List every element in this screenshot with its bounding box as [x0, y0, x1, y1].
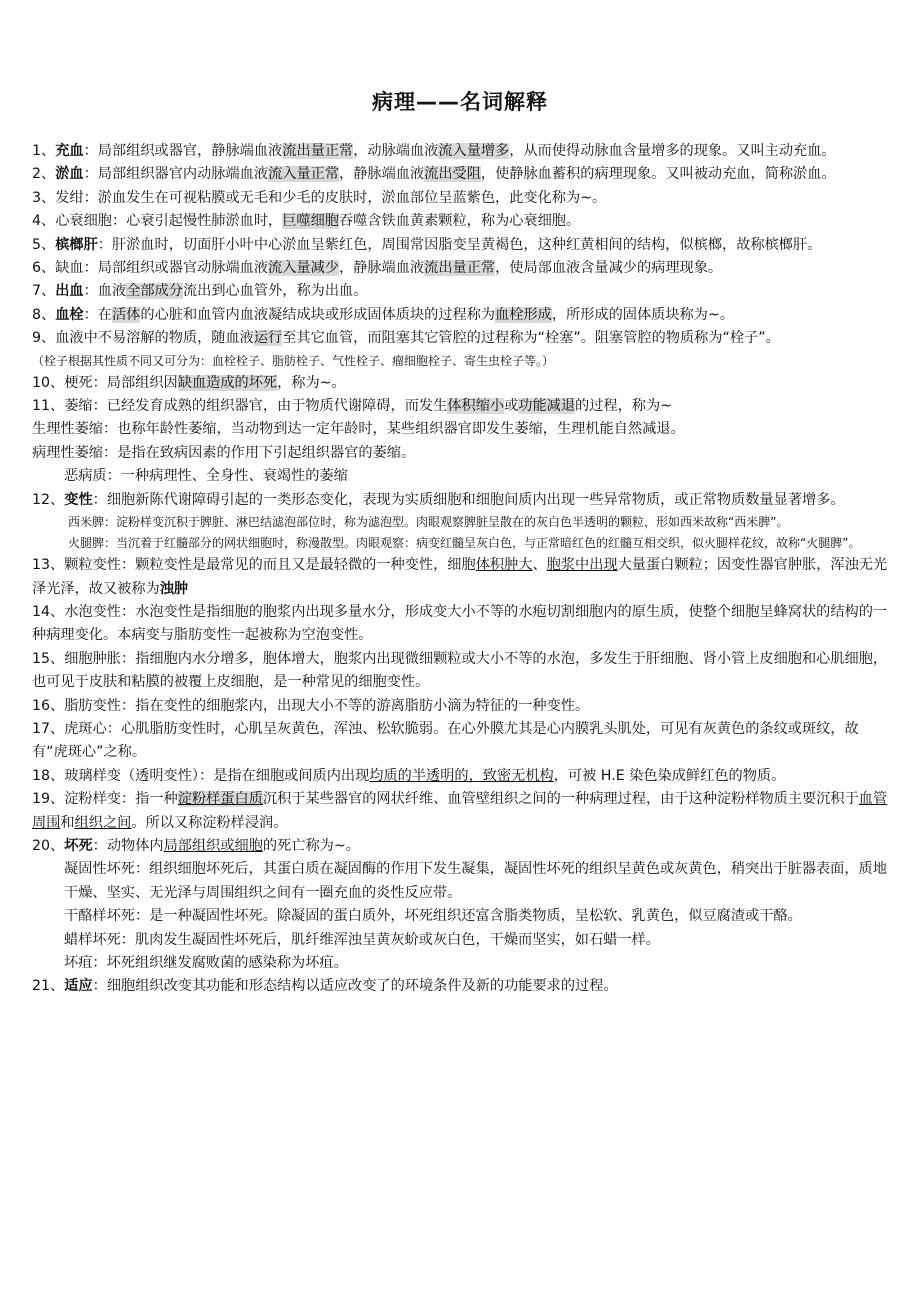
entry-3: 3、发绀：淤血发生在可视粘膜或无毛和少毛的皮肤时，淤血部位呈蓝紫色，此变化称为~。: [32, 189, 607, 206]
entry-18: [32, 765, 888, 788]
highlight: 运行: [253, 330, 283, 347]
entry-text: ：动物体内: [92, 837, 164, 854]
highlight: 活体: [112, 306, 141, 323]
entry-text: ，静脉端血液: [339, 166, 425, 183]
entry-17: 17、虎斑心：心肌脂肪变性时，心肌呈灰黄色，浑浊、松软脆弱。在心外膜尤其是心内膜乳头肌处，可见有灰黄色的条纹或斑纹，故有“虎斑心”之称。: [32, 720, 859, 761]
entry-text: 的心脏和血管内血液凝结成块或形成固体质块的过程称为: [140, 306, 496, 323]
entry-7: [32, 280, 888, 303]
entry-12: [32, 489, 888, 512]
entry-text: ：局部组织器官内动脉端血液: [83, 166, 269, 183]
entry-11-cachexia: 恶病质：一种病理性、全身性、衰竭性的萎缩: [64, 468, 348, 485]
entry-11-physiological: 生理性萎缩：也称年龄性萎缩，当动物到达一定年龄时，某些组织器官即发生萎缩，生理机能自然减退。: [32, 421, 685, 438]
highlight: 血栓形成: [495, 306, 552, 323]
entry-text: 流出到心血管外，称为出血。: [182, 283, 368, 300]
highlight: 全部成分: [126, 283, 183, 300]
entry-20: [32, 835, 888, 858]
entry-term: 淤血: [55, 166, 84, 183]
entry-text: ：细胞新陈代谢障碍引起的一类形态变化，表现为实质细胞和细胞间质内出现一些异常物质，或正常物质数量显著增多。: [92, 491, 845, 508]
entry-text: ：血液: [83, 283, 127, 300]
entry-16: 16、脂肪变性：指在变性的细胞浆内，出现大小不等的游离脂肪小滴为特征的一种变性。: [32, 697, 590, 714]
entry-text: ：肝淤血时，切面肝小叶中心淤血呈紫红色，周围常因脂变呈黄褐色，这种红黄相间的结构，似槟榔，故称槟榔肝。: [97, 236, 822, 253]
entry-text: 大量蛋白颗粒；因变性器官肿胀，浑浊无光泽光泽，故又被称为: [32, 557, 888, 597]
highlight: 流出量正常: [282, 143, 354, 159]
entry-11-pathological: 病理性萎缩：是指在致病因素的作用下引起组织器官的萎缩。: [32, 444, 416, 461]
entry-20-caseous: 干酪样坏死：是一种凝固性坏死。除凝固的蛋白质外，坏死组织还富含脂类物质，呈松软、乳黄色，似豆腐渣或干酪。: [64, 908, 802, 925]
highlight: 流入量减少: [268, 260, 339, 277]
document-title: 病理——名词解释: [372, 90, 548, 114]
entry-text: ，称为~。: [277, 374, 346, 391]
entry-text: ，所形成的固体质块称为~。: [551, 306, 734, 323]
entry-text: 。所以又称淀粉样浸润。: [131, 814, 288, 831]
entry-5: [32, 234, 888, 257]
highlight: 淀粉样蛋白质: [177, 791, 263, 808]
highlight: 巨噬细胞: [282, 213, 339, 230]
entry-text: 的死亡称为~。: [262, 837, 360, 854]
entry-20-coagulative: 凝固性坏死：组织细胞坏死后，其蛋白质在凝固酶的作用下发生凝集，凝固性坏死的组织呈黄色或灰黄色，稍突出于脏器表面，质地干燥、坚实、无光泽与周围组织之间有一圈充血的炎性反应带。: [64, 861, 887, 901]
entry-text: 或: [504, 398, 519, 415]
highlight: 流出受阻: [424, 166, 481, 183]
entry-term: 变性: [64, 491, 93, 508]
entry-term: 适应: [64, 978, 93, 995]
entry-term: 出血: [55, 283, 84, 300]
entry-text: 6、缺血：局部组织或器官动脉端血液: [32, 260, 269, 277]
entry-6: [32, 257, 888, 280]
entry-text: 和: [60, 814, 75, 831]
underline: 血管周围: [32, 791, 888, 831]
entry-text: 11、萎缩：已经发育成熟的组织器官，由于物质代谢障碍，而发生: [32, 398, 448, 415]
entry-number: 5、: [32, 236, 56, 253]
entry-number: 1、: [32, 143, 56, 159]
entry-term: 坏死: [64, 837, 93, 854]
entry-4: [32, 210, 888, 233]
entry-number: 20、: [32, 837, 65, 854]
entry-11: [32, 395, 888, 418]
entry-20-waxy: 蜡样坏死：肌肉发生凝固性坏死后，肌纤维浑浊呈黄灰蚧或灰白色，干燥而坚实，如石蜡一样。: [64, 931, 660, 948]
entry-19: [32, 788, 888, 835]
highlight: 体积缩小: [447, 398, 505, 415]
entry-text: 至其它血管，而阻塞其它管腔的过程称为“栓塞”。阻塞管腔的物质称为“栓子”。: [282, 330, 780, 347]
entry-text: ，从而使得动脉血含量增多的现象。又叫主动充血。: [509, 143, 836, 159]
entry-term: 槟榔肝: [55, 236, 98, 253]
entry-number: 2、: [32, 166, 56, 183]
entry-12-sago-spleen: 西米脾：淀粉样变沉积于脾脏、淋巴结滤泡部位时，称为滤泡型。肉眼观察脾脏呈散在的灰白色半透明的颗粒，形如西米故称“西米脾”。: [68, 515, 789, 530]
entry-term: 血栓: [55, 306, 84, 323]
underline: 均质的半透明的，致密无机构: [369, 767, 554, 784]
entry-13: [32, 554, 888, 601]
entry-12-ham-spleen: 火腿脾：当沉着于红髓部分的网状细胞时，称漫散型。肉眼观察：病变红髓呈灰白色，与正常暗红色的红髓互相交织，似火腿样花纹，故称“火腿脾”。: [68, 536, 861, 551]
entry-term: 浊肿: [159, 580, 189, 597]
entry-21: [32, 975, 888, 998]
highlight: 缺血造成的坏死: [177, 374, 278, 391]
entry-number: 21、: [32, 978, 65, 995]
highlight: 流入量正常: [268, 166, 340, 183]
entry-text: 18、玻璃样变（透明变性）：是指在细胞或间质内出现: [32, 767, 370, 784]
underline: 组织之间: [74, 814, 132, 831]
entry-text: ，动脉端血液: [353, 143, 439, 159]
entry-2: [32, 163, 888, 186]
entry-text: 、: [532, 557, 547, 574]
entry-15: 15、细胞肿胀：指细胞内水分增多，胞体增大，胞浆内出现微细颗粒或大小不等的水泡，多发生于肝细胞、肾小管上皮细胞和心肌细胞，也可见于皮肤和粘膜的被覆上皮细胞，是一种常见的细胞变性。: [32, 650, 888, 691]
entry-term: 充血: [55, 143, 84, 159]
entry-text: 吞噬含铁血黄素颗粒，称为心衰细胞。: [338, 213, 581, 230]
entry-text: 的过程，称为~: [575, 398, 673, 415]
entry-9: [32, 327, 888, 350]
entry-8: [32, 304, 888, 327]
entry-number: 7、: [32, 283, 56, 300]
entry-1: [32, 140, 888, 163]
entry-text: ，使局部血液含量减少的病理现象。: [495, 260, 723, 277]
underline: 体积肿大: [475, 557, 533, 574]
entry-number: 12、: [32, 491, 65, 508]
entry-number: 8、: [32, 306, 56, 323]
highlight: 流入量增多: [438, 143, 510, 159]
entry-text: 沉积于某些器官的网状纤维、血管壁组织之间的一种病理过程，由于这种淀粉样物质主要沉积于: [262, 791, 859, 808]
underline: 胞浆中出现: [546, 557, 618, 574]
entry-text: 10、梗死：局部组织因: [32, 374, 178, 391]
highlight: 功能减退: [518, 398, 576, 415]
definitions-list: [32, 140, 888, 999]
entry-text: ：细胞组织改变其功能和形态结构以适应改变了的环境条件及新的功能要求的过程。: [92, 978, 618, 995]
entry-text: ，使静脉血蓄积的病理现象。又叫被动充血，简称淤血。: [480, 166, 836, 183]
entry-text: ，可被 H.E 染色染成鲜红色的物质。: [553, 767, 786, 784]
entry-10: [32, 372, 888, 395]
entry-text: 13、颗粒变性：颗粒变性是最常见的而且又是最轻微的一种变性，细胞: [32, 557, 476, 574]
entry-text: ：在: [83, 306, 112, 323]
underline: 局部组织或细胞: [163, 837, 263, 854]
entry-9-note: （栓子根据其性质不同又可分为：血栓栓子、脂肪栓子、气性栓子、瘤细胞栓子、寄生虫栓子等。）: [32, 353, 555, 368]
entry-text: ：局部组织或器官，静脉端血液: [83, 143, 283, 159]
highlight: 流出量正常: [424, 260, 496, 277]
entry-text: ，静脉端血液: [338, 260, 425, 277]
entry-14: 14、水泡变性：水泡变性是指细胞的胞浆内出现多量水分，形成变大小不等的水疱切割细胞内的原生质，使整个细胞呈蜂窝状的结构的一种病理变化。本病变与脂肪变性一起被称为空泡变性。: [32, 603, 888, 644]
entry-20-gangrene: 坏疽：坏死组织继发腐败菌的感染称为坏疽。: [64, 955, 348, 971]
entry-text: 4、心衰细胞：心衰引起慢性肺淤血时，: [32, 213, 283, 230]
entry-text: 19、淀粉样变：指一种: [32, 791, 178, 808]
entry-text: 9、血液中不易溶解的物质，随血液: [32, 330, 254, 347]
